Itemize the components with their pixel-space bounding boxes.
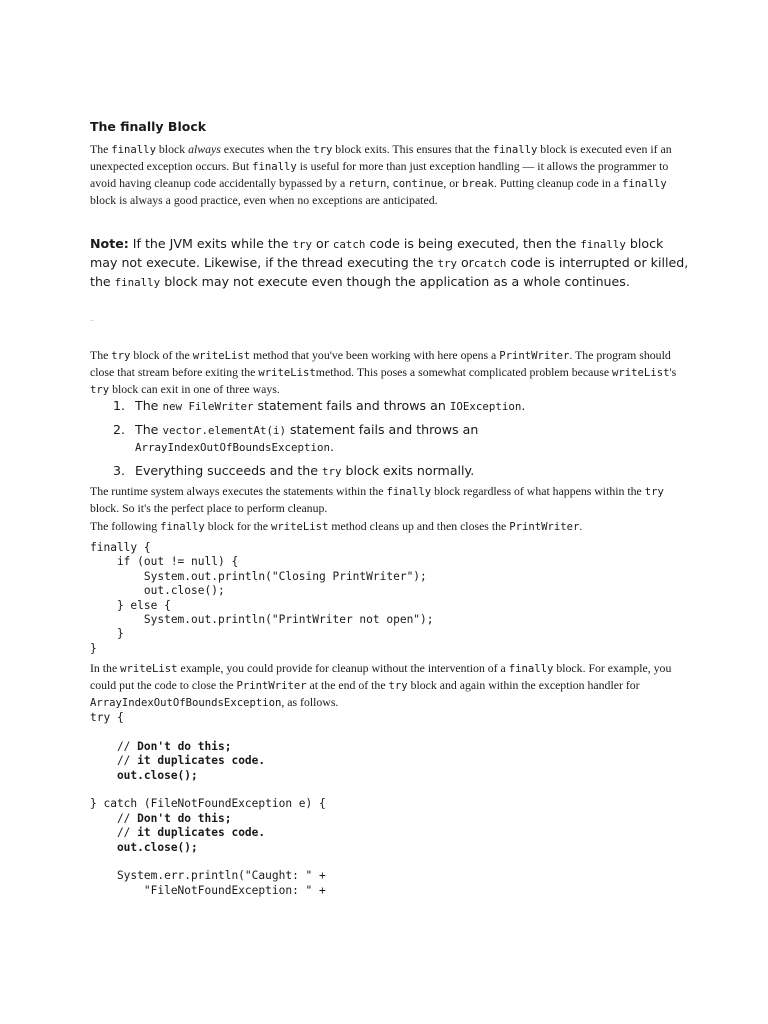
code-line: try {: [90, 711, 124, 724]
code-comment: //: [90, 754, 138, 768]
code-line: out.close();: [90, 584, 225, 598]
text: block exits normally.: [341, 463, 475, 478]
text: block of the: [130, 348, 193, 362]
following-paragraph: [90, 518, 680, 535]
inline-code: ArrayIndexOutOfBoundsException: [135, 441, 331, 454]
text: executes when the: [220, 142, 314, 156]
list-item: [90, 398, 675, 415]
text: code is interrupted or killed, the: [90, 255, 689, 289]
inline-code: try: [90, 384, 110, 396]
text: . Putting cleanup code in a: [493, 176, 623, 190]
text: block is executed even if an unexpected exception occurs. But: [90, 142, 672, 173]
writelist-paragraph: [90, 347, 680, 398]
inline-code: finally: [386, 486, 432, 498]
text: The: [135, 398, 163, 413]
note-label: Note:: [90, 236, 129, 251]
code-bold: Don't do this;: [137, 811, 232, 825]
text: , as follows.: [281, 695, 339, 709]
text: method. This poses a somewhat complicated problem because: [315, 365, 613, 379]
inline-code: finally: [492, 144, 538, 156]
text: block and again within the exception handler for: [407, 678, 640, 692]
inline-code: try: [437, 257, 457, 270]
note-paragraph: [90, 235, 690, 292]
inline-code: try: [322, 465, 342, 478]
text: .: [521, 398, 526, 413]
text: or: [456, 255, 474, 270]
code-block-finally: [90, 541, 434, 656]
text: block can exit in one of three ways.: [109, 382, 280, 396]
inline-code: PrintWriter: [499, 350, 570, 362]
divider: [90, 320, 94, 321]
code-bold: it duplicates code.: [137, 826, 266, 840]
inline-code: catch: [332, 238, 366, 251]
text: Everything succeeds and the: [135, 463, 322, 478]
text: statement fails and throws an: [253, 398, 450, 413]
inline-code: finally: [508, 663, 554, 675]
text: block may not execute even though the application as a whole continues.: [160, 274, 630, 289]
text: block exits. This ensures that the: [332, 142, 493, 156]
text: block. So it's the perfect place to perform cleanup.: [90, 501, 328, 515]
code-line: } else {: [90, 598, 171, 612]
inline-code: writeList: [612, 367, 670, 379]
inline-code: try: [644, 486, 664, 498]
inline-code: writeList: [120, 663, 178, 675]
inline-code: catch: [473, 257, 507, 270]
text: , or: [443, 176, 463, 190]
list-number: 2.: [113, 422, 126, 437]
text: block may not execute. Likewise, if the thread executing the: [90, 236, 664, 270]
inline-code: finally: [622, 178, 667, 190]
inline-code: new FileWriter: [162, 400, 254, 413]
inline-code: finally: [160, 521, 205, 533]
text: The following: [90, 519, 161, 533]
code-line: System.out.println("PrintWriter not open");: [90, 613, 434, 627]
text: method cleans up and then closes the: [328, 519, 510, 533]
text: .: [330, 439, 335, 454]
inline-code: writeList: [192, 350, 251, 362]
inline-code: writeList: [258, 367, 316, 379]
runtime-paragraph: [90, 483, 680, 516]
text: . The program should close that stream before exiting the: [90, 348, 671, 379]
code-comment: //: [90, 811, 138, 825]
text: The: [90, 348, 112, 362]
code-comment: //: [90, 739, 138, 753]
list-item: [90, 422, 675, 456]
text: ,: [386, 176, 393, 190]
inline-code: try: [313, 144, 333, 156]
text: is useful for more than just exception handling — it allows the programmer to avoid having cleanup code accidentally bypassed by a: [90, 159, 669, 190]
text: or: [312, 236, 333, 251]
inline-code: finally: [580, 238, 626, 251]
list-item: [90, 463, 675, 480]
text: 's: [669, 365, 677, 379]
inline-code: finally: [252, 161, 297, 173]
text: .: [579, 519, 583, 533]
code-line: "FileNotFoundException: " +: [90, 883, 326, 897]
code-line: } catch (FileNotFoundException e) {: [90, 797, 326, 811]
intro-paragraph: [90, 141, 680, 208]
inline-code: writeList: [270, 521, 329, 533]
code-line: if (out != null) {: [90, 555, 239, 569]
code-line: System.out.println("Closing PrintWriter");: [90, 569, 427, 583]
code-comment: //: [90, 826, 138, 840]
text: code is being executed, then the: [365, 236, 581, 251]
text: The: [135, 422, 163, 437]
inline-code: ArrayIndexOutOfBoundsException: [90, 697, 282, 709]
inline-code: continue: [392, 178, 444, 190]
code-bold: out.close();: [90, 768, 198, 782]
text: The: [90, 142, 112, 156]
code-line: }: [90, 627, 124, 641]
text: at the end of the: [306, 678, 389, 692]
code-bold: out.close();: [90, 840, 198, 854]
code-line: finally {: [90, 541, 151, 554]
emphasis: always: [188, 142, 221, 156]
text: block: [155, 142, 189, 156]
inline-code: IOException: [449, 400, 522, 413]
code-line: System.err.println("Caught: " +: [90, 869, 326, 883]
section-heading: The finally Block: [90, 119, 207, 134]
text: block for the: [204, 519, 271, 533]
list-number: 1.: [113, 398, 126, 413]
inline-code: vector.elementAt(i): [162, 424, 286, 437]
code-block-try: [90, 711, 326, 898]
text: block is always a good practice, even when no exceptions are anticipated.: [90, 193, 438, 207]
inline-code: finally: [111, 144, 156, 156]
exit-ways-list: [90, 398, 675, 480]
text: The runtime system always executes the statements within the: [90, 484, 387, 498]
text: example, you could provide for cleanup without the intervention of a: [177, 661, 509, 675]
inline-code: finally: [114, 276, 161, 289]
text: block. For example, you could put the code to close the: [90, 661, 672, 692]
inline-code: try: [111, 350, 131, 362]
text: statement fails and throws an: [285, 422, 479, 437]
code-bold: Don't do this;: [137, 739, 232, 753]
inline-code: try: [292, 238, 313, 251]
text: block regardless of what happens within the: [431, 484, 645, 498]
list-number: 3.: [113, 463, 126, 478]
text: method that you've been working with here opens a: [250, 348, 500, 362]
inline-code: return: [348, 178, 387, 190]
inline-code: PrintWriter: [509, 521, 580, 533]
inline-code: try: [388, 680, 408, 692]
code-line: }: [90, 641, 97, 655]
text: In the: [90, 661, 121, 675]
text: If the JVM exits while the: [128, 236, 293, 251]
writelist-example-paragraph: [90, 660, 680, 711]
inline-code: break: [462, 178, 494, 190]
code-bold: it duplicates code.: [137, 754, 266, 768]
inline-code: PrintWriter: [236, 680, 307, 692]
